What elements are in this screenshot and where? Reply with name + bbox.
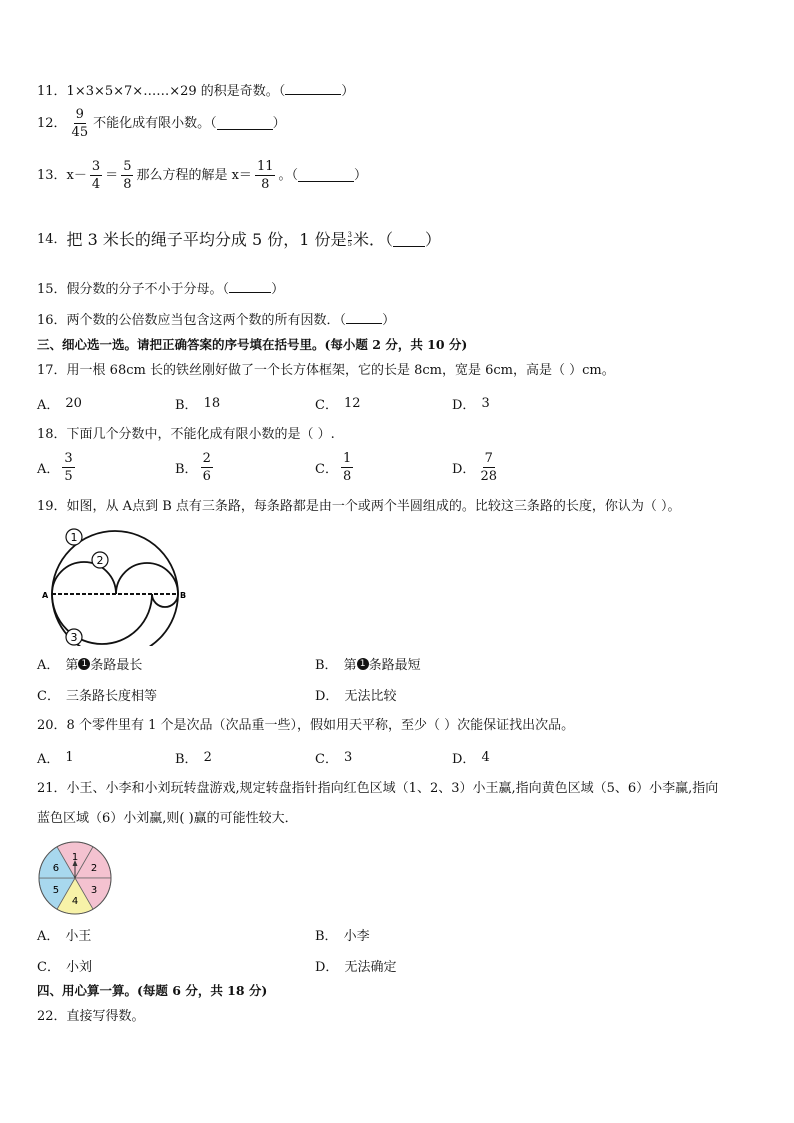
q19-option-d[interactable]: D． 无法比较 xyxy=(315,689,397,704)
q12-text: 不能化成有限小数。（ xyxy=(93,115,217,131)
q12-close: ） xyxy=(272,115,286,131)
path-3-label: 3 xyxy=(70,631,78,644)
q21-number: 21． xyxy=(37,781,67,796)
q16-answer-blank[interactable] xyxy=(346,311,382,324)
wheel-label-6: 6 xyxy=(52,863,60,874)
q13-equals: ＝ xyxy=(105,167,119,183)
question-15 xyxy=(37,280,284,299)
q17-option-c[interactable]: C． 12 xyxy=(315,396,361,413)
q13-text: 。（ xyxy=(278,167,298,183)
q14-close: ） xyxy=(425,230,442,249)
question-11 xyxy=(37,82,354,101)
section-3-heading: 三、细心选一选。请把正确答案的序号填在括号里。(每小题 2 分，共 10 分) xyxy=(37,337,468,352)
q19-option-a[interactable]: A． 第 1 条路最长 xyxy=(37,658,143,673)
circled-number-1: 1 xyxy=(78,658,90,670)
question-21-line-2: 蓝色区域（6）小刘赢,则( )赢的可能性较大． xyxy=(37,811,298,826)
q18-option-c[interactable]: C． $\frac{1}{8}$ xyxy=(315,451,352,484)
question-19 xyxy=(37,498,681,516)
question-17 xyxy=(37,362,615,380)
q13-mid-text: 那么方程的解是 x＝ xyxy=(136,167,252,183)
q16-close: ） xyxy=(382,313,396,328)
q20-option-a[interactable]: A． 1 xyxy=(37,750,74,767)
question-20 xyxy=(37,717,574,735)
q11-text: 1×3×5×7×……×29 的积是奇数。（ xyxy=(66,84,286,99)
q12-number: 12． xyxy=(37,115,67,131)
q17-option-a[interactable]: A． 20 xyxy=(37,396,82,413)
q14-tail: 米．（ xyxy=(353,230,394,249)
q12-answer-blank[interactable] xyxy=(217,117,273,130)
q14-text: 把 3 米长的绳子平均分成 5 份，1 份是 xyxy=(66,230,347,249)
q18-number: 18． xyxy=(37,427,67,442)
q21-option-b[interactable]: B． 小李 xyxy=(315,929,370,944)
question-18 xyxy=(37,426,335,444)
q18-text: 下面几个分数中，不能化成有限小数的是（ ）. xyxy=(66,427,335,442)
q15-number: 15． xyxy=(37,282,67,297)
spinner-wheel xyxy=(36,840,116,916)
point-a-label: A xyxy=(42,591,49,600)
question-22 xyxy=(37,1008,145,1026)
q22-text: 直接写得数。 xyxy=(66,1009,145,1024)
q20-option-d[interactable]: D． 4 xyxy=(452,750,490,767)
q15-text: 假分数的分子不小于分母。（ xyxy=(66,282,230,297)
q21-option-d[interactable]: D． 无法确定 xyxy=(315,960,397,975)
question-14 xyxy=(37,231,441,249)
q18-option-b[interactable]: B． $\frac{2}{6}$ xyxy=(175,451,211,484)
q11-answer-blank[interactable] xyxy=(285,82,341,95)
q19-option-b[interactable]: B． 第 1 条路最短 xyxy=(315,658,421,673)
q17-number: 17． xyxy=(37,363,67,378)
q17-option-d[interactable]: D． 3 xyxy=(452,396,490,413)
circled-number-1: 1 xyxy=(357,658,369,670)
question-13 xyxy=(37,160,367,191)
q11-close: ） xyxy=(341,84,355,99)
q18-option-d[interactable]: D． $\frac{7}{28}$ xyxy=(452,451,497,484)
q14-answer-blank[interactable] xyxy=(393,234,425,247)
q15-close: ） xyxy=(271,282,285,297)
wheel-label-1: 1 xyxy=(71,852,79,863)
q12-fraction: $\frac{9}{45}$ xyxy=(71,107,89,140)
q13-fraction-2: $\frac{5}{8}$ xyxy=(123,159,132,192)
q15-answer-blank[interactable] xyxy=(229,280,271,293)
q13-fraction-1: $\frac{3}{4}$ xyxy=(91,159,101,192)
question-21-line-1 xyxy=(37,780,718,798)
path-2-label: 2 xyxy=(96,554,104,567)
q20-option-c[interactable]: C． 3 xyxy=(315,750,353,767)
section-4-heading: 四、用心算一算。(每题 6 分，共 18 分) xyxy=(37,983,268,998)
wheel-label-3: 3 xyxy=(90,885,98,896)
q20-number: 20． xyxy=(37,718,67,733)
q16-text: 两个数的公倍数应当包含这两个数的所有因数．（ xyxy=(66,313,347,328)
q14-fraction: 3 5 xyxy=(347,231,352,248)
q13-fraction-3: $\frac{11}{8}$ xyxy=(256,159,274,192)
wheel-label-2: 2 xyxy=(90,863,98,874)
q19-text: 如图，从 A点到 B 点有三条路，每条路都是由一个或两个半圆组成的。比较这三条路的长度，你认为（ ）。 xyxy=(66,499,681,514)
q19-semicircle-figure xyxy=(40,526,190,646)
q22-number: 22． xyxy=(37,1009,67,1024)
q20-option-b[interactable]: B． 2 xyxy=(175,750,212,767)
question-16 xyxy=(37,311,395,330)
point-b-label: B xyxy=(180,591,187,600)
q13-x: x－ xyxy=(66,167,87,183)
wheel-label-4: 4 xyxy=(71,896,79,907)
q13-answer-blank[interactable] xyxy=(298,169,354,182)
q13-number: 13． xyxy=(37,167,67,183)
q19-option-c[interactable]: C． 三条路长度相等 xyxy=(37,689,157,704)
q16-number: 16． xyxy=(37,313,67,328)
question-12 xyxy=(37,108,286,139)
q17-text: 用一根 68cm 长的铁丝刚好做了一个长方体框架，它的长是 8cm，宽是 6cm，高是（ ）cm。 xyxy=(66,363,615,378)
q13-close: ） xyxy=(354,167,368,183)
q17-option-b[interactable]: B． 18 xyxy=(175,396,221,413)
q18-option-a[interactable]: A． $\frac{3}{5}$ xyxy=(37,451,73,484)
wheel-label-5: 5 xyxy=(52,885,60,896)
q14-number: 14． xyxy=(37,232,67,247)
q11-number: 11． xyxy=(37,84,67,99)
path-1-label: 1 xyxy=(70,531,78,544)
q19-number: 19． xyxy=(37,499,67,514)
q21-text-1: 小王、小李和小刘玩转盘游戏,规定转盘指针指向红色区域（1、2、3）小王赢,指向黄色区域（5、6）小李赢,指向 xyxy=(66,781,719,796)
q21-option-c[interactable]: C． 小刘 xyxy=(37,960,92,975)
q20-text: 8 个零件里有 1 个是次品（次品重一些），假如用天平称，至少（ ）次能保证找出次品。 xyxy=(66,718,575,733)
q21-option-a[interactable]: A． 小王 xyxy=(37,929,92,944)
